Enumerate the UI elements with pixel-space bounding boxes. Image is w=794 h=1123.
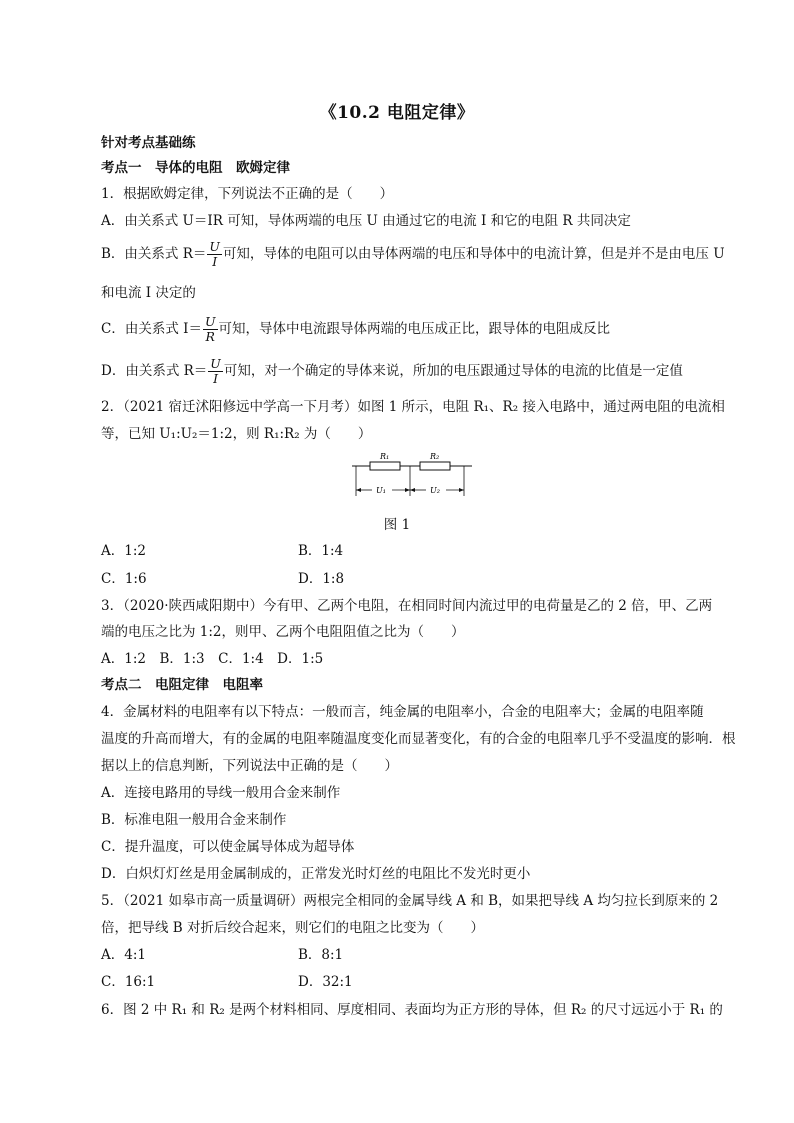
q6-line-1: 6．图 2 中 R₁ 和 R₂ 是两个材料相同、厚度相同、表面均为正方形的导体，但 R₂ 的尺寸远远小于 R₁ 的: [101, 1002, 723, 1018]
label-u1: U₁: [376, 486, 386, 495]
arrow-head: [356, 488, 361, 492]
arrow-head: [405, 488, 410, 492]
frac-den: I: [212, 254, 218, 269]
q4-option-b: B．标准电阻一般用合金来制作: [101, 812, 287, 828]
frac-num: U: [204, 314, 216, 329]
q1-option-a: A．由关系式 U＝IR 可知，导体两端的电压 U 由通过它的电流 I 和它的电阻 R 共同决定: [101, 213, 631, 229]
q5-option-a: A．4:1: [101, 947, 146, 963]
q2-line-2: 等，已知 U₁:U₂＝1:2，则 R₁:R₂ 为（ ）: [101, 426, 372, 442]
fraction-u-over-r: [203, 315, 218, 344]
q3-line-1: 3．（2020·陕西咸阳期中）今有甲、乙两个电阻，在相同时间内流过甲的电荷量是乙的 2 倍，甲、乙两: [101, 598, 713, 614]
resistor-r1: [370, 462, 400, 470]
fraction-u-over-i: [208, 357, 223, 386]
arrow-head: [459, 488, 464, 492]
arrow-head: [410, 488, 415, 492]
q4-option-d: D．白炽灯灯丝是用金属制成的，正常发光时灯丝的电阻比不发光时更小: [101, 866, 531, 882]
topic-heading-1: 考点一 导体的电阻 欧姆定律: [101, 160, 290, 176]
q1-stem: 1．根据欧姆定律，下列说法不正确的是（ ）: [101, 186, 394, 202]
figure-caption: 图 1: [383, 517, 411, 533]
frac-num: U: [209, 239, 220, 254]
q4-option-c: C．提升温度，可以使金属导体成为超导体: [101, 839, 355, 855]
q5-option-b: B．8:1: [298, 947, 344, 963]
q3-options: A．1:2 B．1:3 C．1:4 D．1:5: [101, 651, 324, 667]
q1-option-c-post: 可知，导体中电流跟导体两端的电压成正比，跟导体的电阻成反比: [218, 321, 611, 337]
topic-heading-2: 考点二 电阻定律 电阻率: [101, 677, 263, 693]
q4-line-2: 温度的升高而增大，有的金属的电阻率随温度变化而显著变化，有的合金的电阻率几乎不受温度的影响．根: [101, 731, 736, 747]
label-r1: R₁: [380, 452, 390, 461]
frac-den: R: [205, 329, 215, 344]
label-r2: R₂: [430, 452, 440, 461]
q5-line-1: 5．（2021 如皋市高一质量调研）两根完全相同的金属导线 A 和 B，如果把导线 A 均匀拉长到原来的 2: [101, 893, 719, 909]
q4-line-3: 据以上的信息判断，下列说法中正确的是（ ）: [101, 758, 398, 774]
q1-option-b: [101, 240, 725, 269]
q1-option-b-cont: 和电流 I 决定的: [101, 285, 196, 301]
q1-option-d-pre: D．由关系式 R＝: [101, 363, 208, 379]
circuit-diagram: [352, 450, 472, 502]
section-heading: 针对考点基础练: [101, 135, 196, 151]
q5-option-c: C．16:1: [101, 974, 156, 990]
q5-option-d: D．32:1: [298, 974, 353, 990]
q2-option-b: B．1:4: [298, 543, 344, 559]
frac-den: I: [213, 371, 219, 386]
q1-option-b-pre: B．由关系式 R＝: [101, 246, 207, 262]
q2-line-1: 2．（2021 宿迁沭阳修远中学高一下月考）如图 1 所示，电阻 R₁、R₂ 接入电路中，通过两电阻的电流相: [101, 399, 725, 415]
page-title: 《10.2 电阻定律》: [319, 103, 475, 123]
fraction-u-over-i: [207, 240, 222, 269]
q2-option-c: C．1:6: [101, 571, 147, 587]
q1-option-d-post: 可知，对一个确定的导体来说，所加的电压跟通过导体的电流的比值是一定值: [223, 363, 683, 379]
q1-option-b-post: 可知，导体的电阻可以由导体两端的电压和导体中的电流计算，但是并不是由电压 U: [222, 246, 725, 262]
q1-option-c-pre: C．由关系式 I＝: [101, 321, 202, 337]
q2-option-d: D．1:8: [298, 571, 345, 587]
label-u2: U₂: [430, 486, 440, 495]
q3-line-2: 端的电压之比为 1:2，则甲、乙两个电阻阻值之比为（ ）: [101, 624, 465, 640]
resistor-r2: [420, 462, 450, 470]
frac-num: U: [210, 356, 221, 371]
q1-option-c: [101, 315, 610, 344]
q4-option-a: A．连接电路用的导线一般用合金来制作: [101, 785, 341, 801]
q5-line-2: 倍，把导线 B 对折后绞合起来，则它们的电阻之比变为（ ）: [101, 920, 485, 936]
q2-option-a: A．1:2: [101, 543, 146, 559]
q4-line-1: 4．金属材料的电阻率有以下特点：一般而言，纯金属的电阻率小，合金的电阻率大；金属的电阻率随: [101, 704, 704, 720]
q1-option-d: [101, 357, 683, 386]
